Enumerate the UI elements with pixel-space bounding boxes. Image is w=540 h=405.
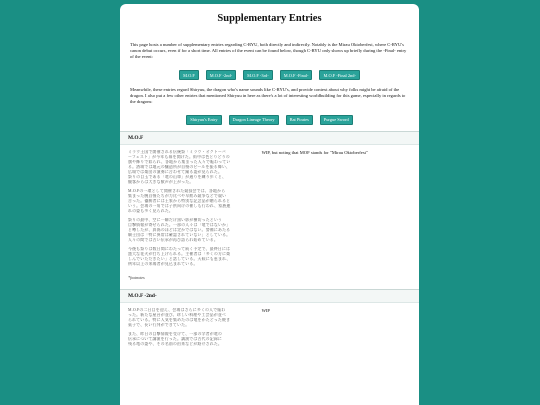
nav-button-mof-final[interactable]: M.O.F -Final- (280, 70, 313, 80)
section-heading: M.O.F (120, 132, 419, 145)
section-body (120, 303, 419, 351)
nav-button-row-2 (120, 108, 419, 126)
content-panel (120, 4, 419, 405)
nav-button-purgue-sword[interactable]: Purgue Sword (320, 115, 353, 125)
section-heading: M.O.F -2nd- (120, 290, 419, 303)
nav-button-mof-final-2nd[interactable]: M.O.F -Final 2nd- (319, 70, 359, 80)
footnote: *footnotes (128, 275, 145, 281)
section-body (120, 145, 419, 271)
nav-button-row-1 (120, 64, 419, 82)
nav-button-dragon-lineage[interactable]: Dragon Lineage Theory (229, 115, 279, 125)
japanese-text-column (128, 308, 248, 351)
nav-button-mof[interactable]: M.O.F (179, 70, 199, 80)
section-mof-2nd (120, 289, 419, 351)
nav-button-mof-2nd[interactable]: M.O.F -2nd- (206, 70, 236, 80)
nav-button-mof-3rd[interactable]: M.O.F -3rd- (243, 70, 273, 80)
japanese-paragraph: また、昨日の目撃情報を受けて、一部の学者が竜の 伝承について講演を行った。講演では古代の記録に 残る竜の姿や、その名前の由来などが紹介された。 (128, 332, 223, 347)
section-mof (120, 131, 419, 286)
japanese-paragraph: M.O.Fの二日目を迎え、会場はさらに多くの人で賑わ った。新たな屋台が並び、珍しい料理や工芸品が並べ られている。特に人気を集めたのは竜をかたどった焼き 菓子で、長い行列ができていた。 (128, 308, 231, 328)
page-title: Supplementary Entries (217, 13, 322, 24)
japanese-paragraph: 祭りの最中、空に一瞬だけ黒い影が横切ったという 目撃情報が寄せられた。一部の人々は「竜ではないか」 と噂したが、真偽のほどは定かではない。警備にあたる 騎士団は「特に異常は確認されていない」としている。 人々の間では古い伝承が再び語られ始めている。 (128, 218, 231, 243)
section-note: WIP, but noting that MOF stands for "Mirau Oktoberfest" (261, 150, 368, 156)
japanese-paragraph: M.O.Fの一環として開催された競技会では、各地から 集まった腕自慢たちが力比べや早飲み競争などで競い 合った。優勝者には王家から特別な記念品が贈られると いう。会場の一角では子供向けの催しも行われ、家族連 れの姿も多く見られた。 (128, 189, 231, 214)
intro-paragraph-2: Meanwhile, these entries regard Shiryuu, the dragon who's name sounds like C-RYU's, and provide context about why folks might be afraid of the dragon. I also put a few other entries that mentioned Shiryuu in here as there's a lot of interesting worldbuilding for this game, especially in regards to the dragons: (130, 86, 406, 104)
japanese-paragraph: ミラウ王国で開催される伝統祭「ミラウ・オクトーバ ーフェスト」が今年も幕を開けた。街中は色とりどりの 旗や飾りで彩られ、各地から集まった人々で賑わってい る。酒場では地元の醸造所が自慢のビールを振る舞い、 広場では楽団の演奏に合わせて踊る姿が見られた。 祭りの目玉である「竜の山車」が通りを練り歩くと、 観客からは大きな歓声が上がった。 (128, 150, 231, 185)
nav-button-bat-pirates[interactable]: Bat Pirates (286, 115, 313, 125)
japanese-paragraph: 今後も祭りは数日間にわたって続く予定で、最終日には 盛大な花火が打ち上げられる。主催者は「多くの方に楽 しんでいただきたい」と話している。天候にも恵まれ、 例年以上の来場者が見込まれている。 (128, 247, 231, 267)
section-note: WIP (261, 308, 270, 314)
intro-paragraph-1: This page hosts a number of supplementary entries regarding C-RYU, both directly and indirectly. Notably is the Mirau Oktoberfest, where C-RYU's canon debut occurs, even if for a short time. All entries of the event can be found below, though C-RYU only shows up briefly during the -Final- entry of the event: (130, 42, 407, 59)
japanese-text-column (128, 150, 248, 271)
nav-button-shiryuu-entry[interactable]: Shiryuu's Entry (186, 115, 221, 125)
